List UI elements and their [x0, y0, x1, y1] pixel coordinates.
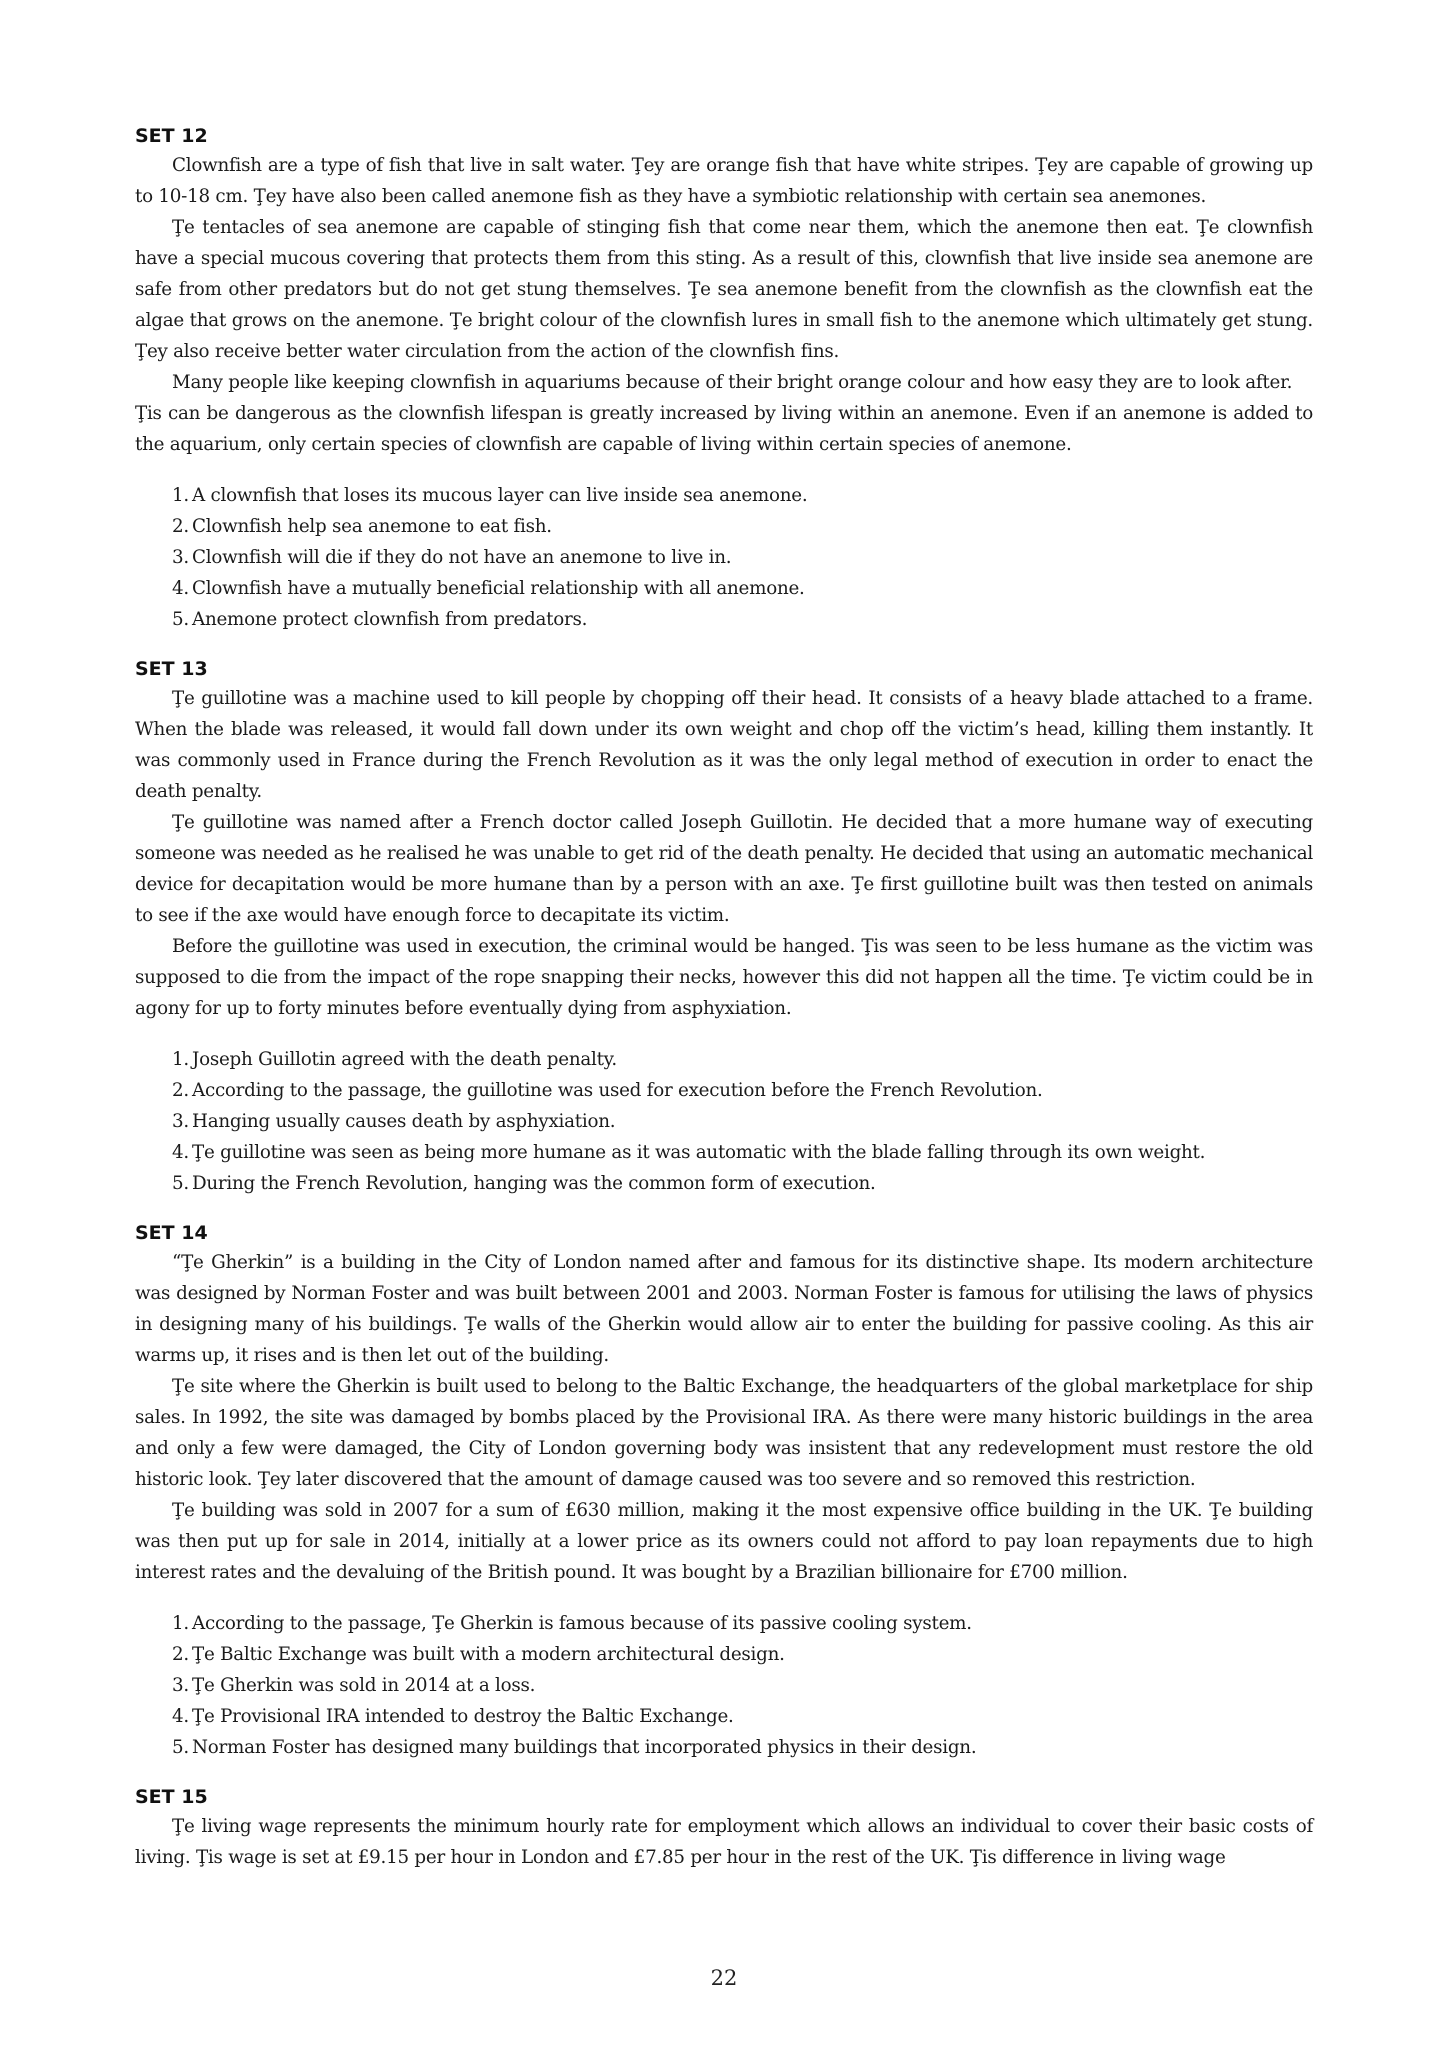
statement-text: Hanging usually causes death by asphyxiation.: [192, 1111, 616, 1132]
statement-text: Ţe guillotine was seen as being more humane as it was automatic with the blade falling through its own weight.: [192, 1142, 1206, 1163]
statement-item: [135, 480, 1313, 511]
statement-text: Ţe Gherkin was sold in 2014 at a loss.: [192, 1675, 536, 1696]
passage-paragraph: Ţis can be dangerous as the clownfish lifespan is greatly increased by living within an anemone. Even if an anemone is added to the aquarium, only certain species of clownfish are capable of living within certain species of anemone.: [135, 403, 1313, 455]
statement-item: [135, 1044, 1313, 1075]
statement-number: 4.: [172, 1706, 189, 1727]
statement-number: 3.: [172, 1675, 189, 1696]
statement-item: [135, 542, 1313, 573]
passage-paragraph: Ţe building was sold in 2007 for a sum of £630 million, making it the most expensive office building in the UK. Ţe building was then put up for sale in 2014, initially at a lower price as its owners could not afford to pay loan repayments due to high interest rates and the devaluing of the British pound. It was bought by a Brazilian billionaire for £700 million.: [135, 1500, 1313, 1583]
statement-number: 4.: [172, 1142, 189, 1163]
passage-paragraph: Many people like keeping clownfish in aquariums because of their bright orange colour and how easy they are to look after.: [172, 372, 1293, 393]
statement-list: [135, 480, 1313, 635]
statement-number: 3.: [172, 1111, 189, 1132]
statement-item: [135, 1168, 1313, 1199]
statement-number: 4.: [172, 578, 189, 599]
passage-paragraph: Ţe tentacles of sea anemone are capable of stinging fish that come near them, which the anemone then eat. Ţe clownfish have a special mucous covering that protects them from this sting. As a result of this, clownfish that live inside sea anemone are safe from other predators but do not get stung themselves. Ţe sea anemone benefit from the clownfish as the clownfish eat the algae that grows on the anemone. Ţe bright colour of the clownfish lures in small fish to the anemone which ultimately get stung. Ţey also receive better water circulation from the action of the clownfish fins.: [135, 217, 1313, 362]
set-title: SET 14: [135, 1222, 208, 1244]
statement-number: 1.: [172, 1049, 189, 1070]
statement-text: A clownfish that loses its mucous layer can live inside sea anemone.: [192, 485, 808, 506]
statement-number: 2.: [172, 516, 189, 537]
statement-list: [135, 1044, 1313, 1199]
statement-number: 1.: [172, 485, 189, 506]
statement-text: Norman Foster has designed many buildings that incorporated physics in their design.: [192, 1737, 977, 1758]
passage-paragraph: Ţe guillotine was named after a French doctor called Joseph Guillotin. He decided that a more humane way of executing someone was needed as he realised he was unable to get rid of the death penalty. He decided that using an automatic mechanical device for decapitation would be more humane than by a person with an axe. Ţe first guillotine built was then tested on animals to see if the axe would have enough force to decapitate its victim.: [135, 812, 1313, 926]
statement-item: [135, 573, 1313, 604]
statement-item: [135, 1608, 1313, 1639]
statement-text: According to the passage, the guillotine was used for execution before the French Revolution.: [192, 1080, 1043, 1101]
statement-text: Ţe Provisional IRA intended to destroy the Baltic Exchange.: [192, 1706, 734, 1727]
statement-number: 5.: [172, 609, 189, 630]
question-sets: [135, 124, 1313, 1873]
passage-paragraph: “Ţe Gherkin” is a building in the City of London named after and famous for its distinctive shape. Its modern architecture was designed by Norman Foster and was built between 2001 and 2003. Norman Foster is famous for utilising the laws of physics in designing many of his buildings. Ţe walls of the Gherkin would allow air to enter the building for passive cooling. As this air warms up, it rises and is then let out of the building.: [135, 1252, 1313, 1366]
question-set: [135, 124, 1313, 635]
statement-text: Anemone protect clownfish from predators.: [192, 609, 588, 630]
passage-paragraph: Ţe guillotine was a machine used to kill people by chopping off their head. It consists of a heavy blade attached to a frame. When the blade was released, it would fall down under its own weight and chop off the victim’s head, killing them instantly. It was commonly used in France during the French Revolution as it was the only legal method of execution in order to enact the death penalty.: [135, 688, 1313, 802]
statement-text: Clownfish have a mutually beneficial relationship with all anemone.: [192, 578, 805, 599]
statement-item: [135, 1639, 1313, 1670]
page-number: 22: [710, 1966, 738, 1990]
statement-text: During the French Revolution, hanging was the common form of execution.: [192, 1173, 876, 1194]
statement-number: 3.: [172, 547, 189, 568]
passage-paragraph: Ţe living wage represents the minimum hourly rate for employment which allows an individual to cover their basic costs of living. Ţis wage is set at £9.15 per hour in London and £7.85 per hour in the rest of the UK. Ţis difference in living wage: [135, 1816, 1313, 1868]
question-set: [135, 1785, 1313, 1873]
set-title: SET 12: [135, 125, 208, 147]
statement-item: [135, 1732, 1313, 1763]
statement-text: Joseph Guillotin agreed with the death penalty.: [192, 1049, 617, 1070]
statement-item: [135, 1106, 1313, 1137]
statement-number: 1.: [172, 1613, 189, 1634]
set-title: SET 15: [135, 1786, 208, 1808]
statement-number: 5.: [172, 1173, 189, 1194]
statement-text: Clownfish help sea anemone to eat fish.: [192, 516, 552, 537]
statement-list: [135, 1608, 1313, 1763]
statement-item: [135, 1670, 1313, 1701]
statement-item: [135, 511, 1313, 542]
passage-paragraph: Before the guillotine was used in execution, the criminal would be hanged. Ţis was seen to be less humane as the victim was supposed to die from the impact of the rope snapping their necks, however this did not happen all the time. Ţe victim could be in agony for up to forty minutes before eventually dying from asphyxiation.: [135, 936, 1313, 1019]
statement-text: Clownfish will die if they do not have an anemone to live in.: [192, 547, 732, 568]
statement-item: [135, 604, 1313, 635]
statement-number: 2.: [172, 1080, 189, 1101]
statement-item: [135, 1075, 1313, 1106]
statement-number: 2.: [172, 1644, 189, 1665]
statement-item: [135, 1137, 1313, 1168]
set-title: SET 13: [135, 658, 208, 680]
statement-text: Ţe Baltic Exchange was built with a modern architectural design.: [192, 1644, 785, 1665]
passage-paragraph: Clownfish are a type of fish that live in salt water. Ţey are orange fish that have white stripes. Ţey are capable of growing up to 10-18 cm. Ţey have also been called anemone fish as they have a symbiotic relationship with certain sea anemones.: [135, 155, 1313, 207]
statement-text: According to the passage, Ţe Gherkin is famous because of its passive cooling system.: [192, 1613, 972, 1634]
question-set: [135, 657, 1313, 1199]
question-set: [135, 1221, 1313, 1763]
statement-item: [135, 1701, 1313, 1732]
passage-paragraph: Ţe site where the Gherkin is built used to belong to the Baltic Exchange, the headquarters of the global marketplace for ship sales. In 1992, the site was damaged by bombs placed by the Provisional IRA. As there were many historic buildings in the area and only a few were damaged, the City of London governing body was insistent that any redevelopment must restore the old historic look. Ţey later discovered that the amount of damage caused was too severe and so removed this restriction.: [135, 1376, 1313, 1490]
statement-number: 5.: [172, 1737, 189, 1758]
